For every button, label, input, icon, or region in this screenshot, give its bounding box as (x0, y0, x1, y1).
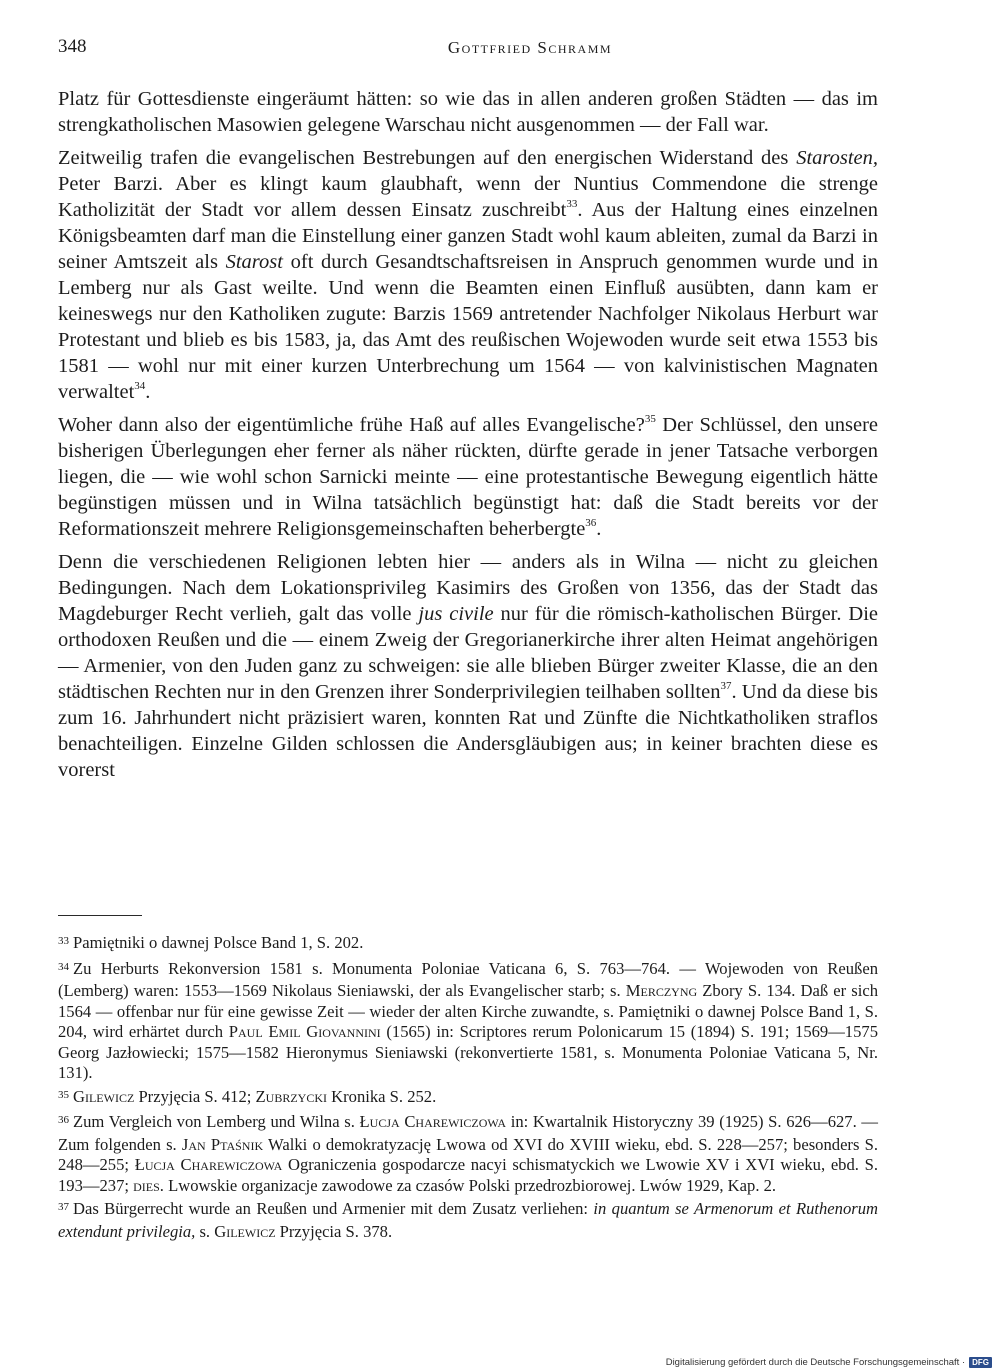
credit-text: Digitalisierung gefördert durch die Deutsche Forschungsgemeinschaft · (665, 1357, 966, 1368)
footnote-36: $^{36}$ Zum Vergleich von Lemberg und Wilna s. Łucja Charewiczowa in: Kwartalnik Historyczny 39 (1925) S. 626—627. — Zum folgenden s. Jan Ptaśnik Walki o demokratyzację Lwowa od XVI do XVIII wieku, ebd. S. 228—257; besonders S. 248—255; Łucja Charewiczowa Ograniczenia gospodarcze nacyi schismatyckich we Lwowie XV i XVI wieku, ebd. S. 193—237; dies. Lwowskie organizacje zawodowe za czasów Polski przedrozbiorowej. Lwów 1929, Kap. 2. (58, 1112, 879, 1195)
footnote-37: $^{37}$ Das Bürgerrecht wurde an Reußen und Armenier mit dem Zusatz verliehen: in quantum se Armenorum et Ruthenorum extendunt privilegia, s. Gilewicz Przyjęcia S. 378. (58, 1199, 878, 1241)
footnote-35: $^{35}$ Gilewicz Przyjęcia S. 412; Zubrzycki Kronika S. 252. (58, 1086, 437, 1106)
paragraph: Woher dann also der eigentümliche frühe Haß auf alles Evangelische?$^{35}$ Der Schlüssel, den unsere bisherigen Überlegungen eher ferner als näher rückten, dürfte gerade in jener Tatsache verborgen liegen, die — wie wohl schon Sarnicki meinte — eine protestantische Bewegung eigentlich hätte begünstigen müssen und in Wilna tatsächlich begünstigt hat: daß die Stadt bereits vor der Reformationszeit mehrere Religionsgemeinschaften beherbergte$^{36}$. (58, 413, 878, 540)
main-text (58, 86, 878, 790)
footnote-33: $^{33}$ Pamiętniki o dawnej Polsce Band 1, S. 202. (58, 933, 364, 952)
footnote-ref: 36 (585, 517, 597, 530)
footnotes (58, 933, 878, 1245)
paragraph: Zeitweilig trafen die evangelischen Bestrebungen auf den energischen Widerstand des Starosten, Peter Barzi. Aber es klingt kaum glaubhaft, wenn der Nuntius Commendone die strenge Katholizität der Stadt vor allem dessen Einsatz zuschreibt$^{33}$. Aus der Haltung eines einzelnen Königsbeamten darf man die Einstellung einer ganzen Stadt wohl kaum ableiten, zumal da Barzi in seiner Amtszeit als Starost oft durch Gesandtschaftsreisen in Anspruch genommen wurde und in Lemberg nur als Gast weilte. Und wenn die Beamten einen Einfluß ausübten, dann kam er keineswegs nur den Katholiken zugute: Barzis 1569 antretender Nachfolger Nikolaus Herburt war Protestant und blieb es bis 1583, ja, das Amt des reußischen Wojewoden wurde seit etwa 1553 bis 1581 — wohl nur mit einer kurzen Unterbrechung um 1564 — von kalvinistischen Magnaten verwaltet$^{34}$. (58, 147, 879, 403)
footnote-ref: 34 (134, 380, 146, 393)
running-head: Gottfried Schramm (447, 38, 613, 57)
paragraph: Denn die verschiedenen Religionen lebten hier — anders als in Wilna — nicht zu gleichen Bedingungen. Nach dem Lokationsprivileg Kasimirs des Großen von 1356, das der Stadt das Magdeburger Recht verlieh, galt das volle jus civile nur für die römisch-katholischen Bürger. Die orthodoxen Reußen und die — einem Zweig der Gregorianerkirche ihrer alten Heimat angehörigen — Armenier, von den Juden ganz zu schweigen: sie alle blieben Bürger zweiter Klasse, die an den städtischen Rechten nur in den Grenzen ihrer Sonderprivilegien teilhaben sollten$^{37}$. Und da diese bis zum 16. Jahrhundert nicht präzisiert waren, konnten Rat und Zünfte die Nichtkatholiken straflos benachteiligen. Einzelne Gilden schlossen die Andersgläubigen aus; in keiner brachten diese es vorerst (58, 551, 878, 781)
paragraph: Platz für Gottesdienste eingeräumt hätten: so wie das in allen anderen großen Städten — das im strengkatholischen Masowien gelegene Warschau nicht ausgenommen — der Fall war. (58, 88, 878, 136)
footnote-ref: 37 (720, 680, 732, 693)
footnote-ref: 33 (566, 198, 578, 211)
digitization-credit (666, 1357, 992, 1368)
footnote-34: $^{34}$ Zu Herburts Rekonversion 1581 s. Monumenta Poloniae Vaticana 6, S. 763—764. — Wojewoden von Reußen (Lemberg) waren: 1553—1569 Nikolaus Sieniawski, der als Evangelischer starb; s. Merczyng Zbory S. 134. Daß er sich 1564 — offenbar nur für eine gewisse Zeit — wieder der alten Kirche zuwandte, s. Pamiętniki o dawnej Polsce Band 1, S. 204, wird erhärtet durch Paul Emil Giovannini (1565) in: Scriptores rerum Polonicarum 15 (1894) S. 191; 1569—1575 Georg Jazłowiecki; 1575—1582 Hieronymus Sieniawski (rekonvertierte 1581, s. Monumenta Poloniae Vaticana 5, Nr. 131). (58, 958, 878, 1082)
footnote-ref: 35 (644, 413, 656, 426)
footnote-rule (58, 915, 142, 916)
page-number: 348 (58, 36, 87, 57)
dfg-logo-icon: DFG (969, 1357, 992, 1368)
